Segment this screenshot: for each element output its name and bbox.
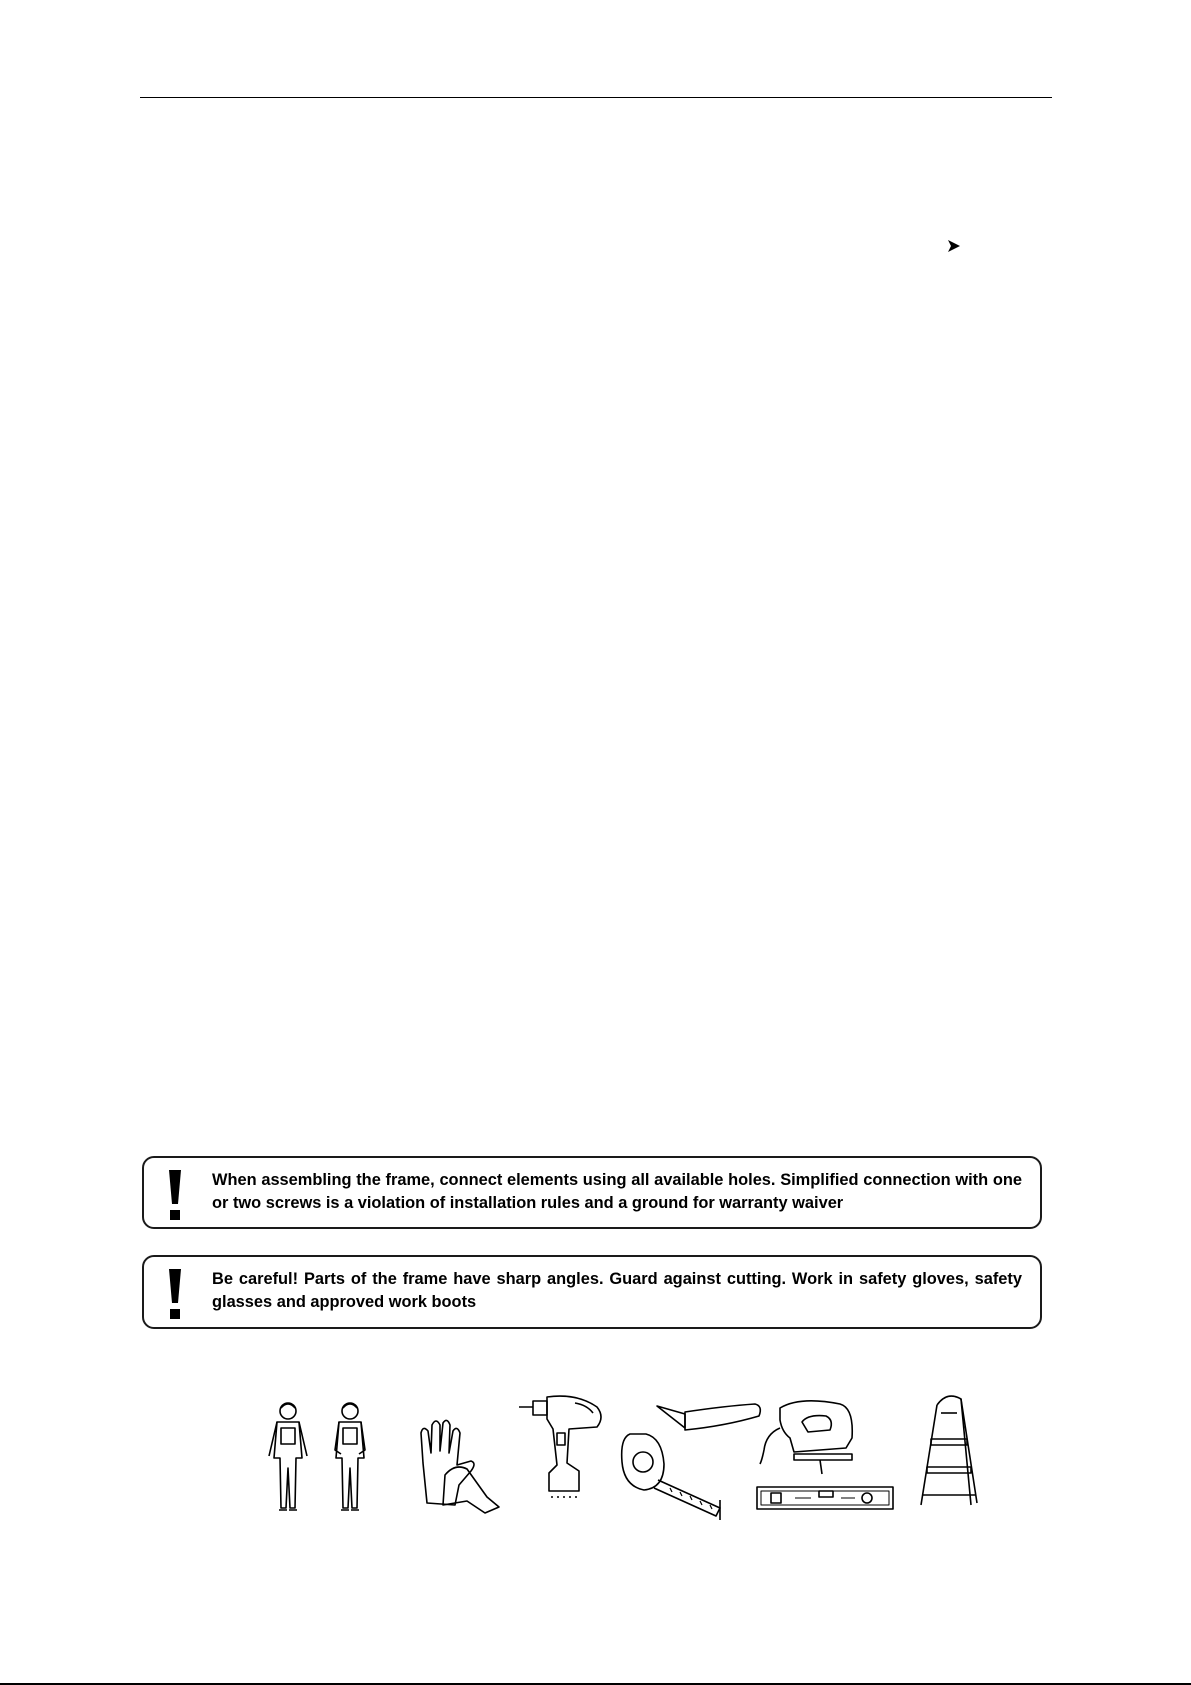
warning-text: Be careful! Parts of the frame have sharp angles. Guard against cutting. Work in safety gloves, safety glasses and approved work boots [212,1270,1022,1311]
tools-illustration [255,1393,1015,1523]
header-rule [140,97,1052,98]
warning-text: When assembling the frame, connect elements using all available holes. Simplified connection with one or two screws is a violation of installation rules and a ground for warranty waiver [212,1171,1022,1212]
exclamation-icon [166,1168,184,1222]
cordless-drill-icon [517,1393,607,1513]
step-ladder-icon [917,1393,987,1513]
warning-box-assembly [142,1156,1042,1229]
warning-box-safety [142,1255,1042,1329]
jigsaw-icon [760,1398,860,1478]
safety-gloves-icon [415,1413,505,1513]
workers-in-overalls-icon [265,1398,375,1516]
tape-measure-icon [620,1428,730,1518]
arrow-bullet-icon [947,239,961,253]
exclamation-icon [166,1267,184,1321]
spirit-level-icon [755,1485,895,1513]
